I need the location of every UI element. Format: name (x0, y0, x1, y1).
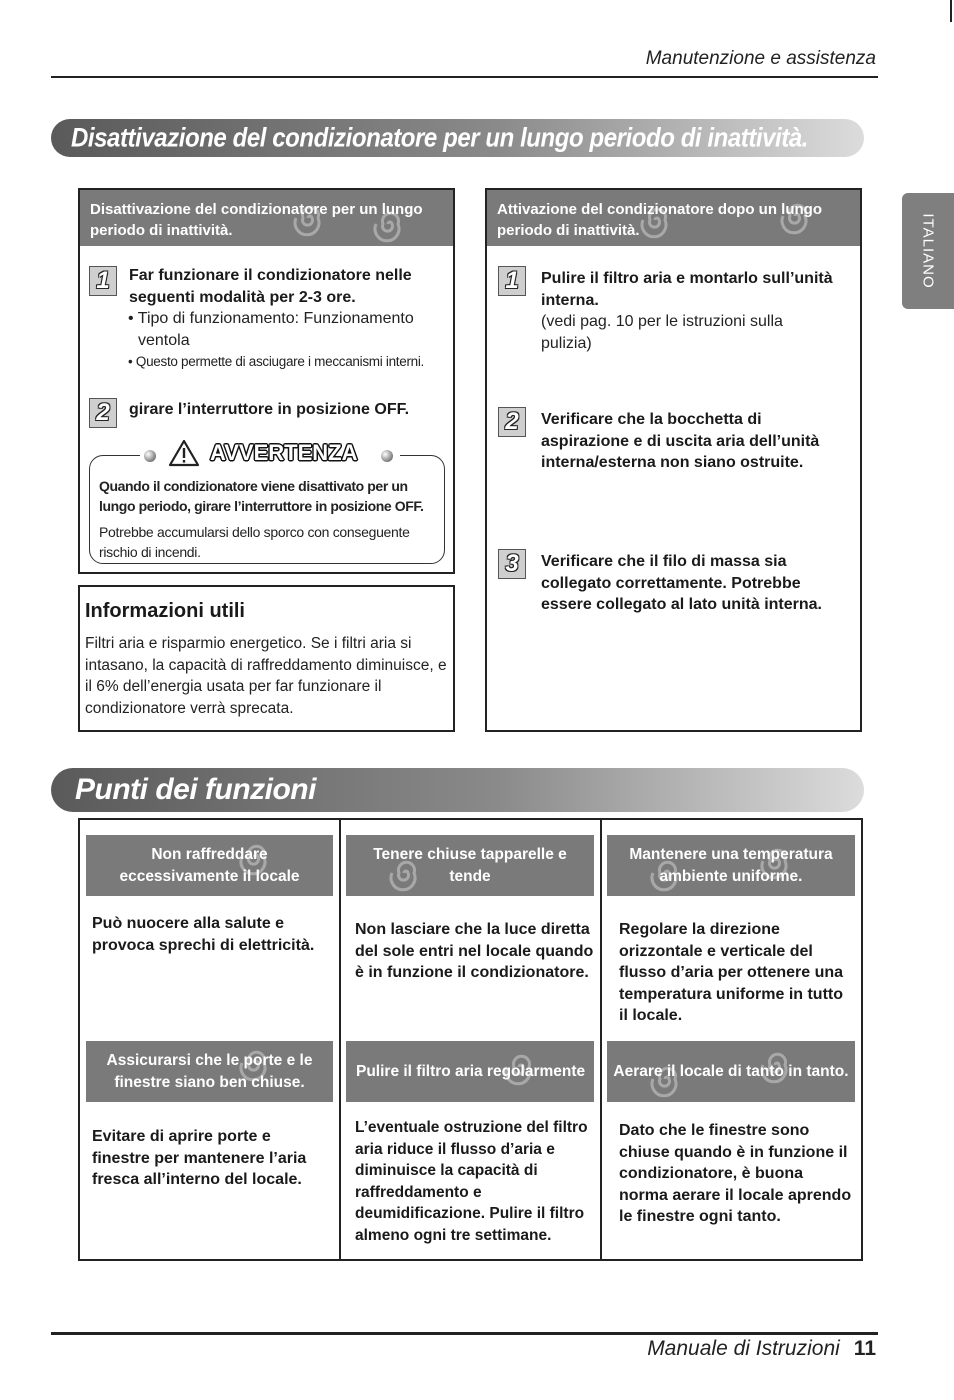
tip-heading-filter (346, 1041, 594, 1102)
tip-heading-cooling (86, 835, 333, 896)
step-number-1: 1 (89, 266, 117, 296)
activation-step1-instruction: Pulire il filtro aria e montarlo sull’unità interna. (541, 270, 833, 309)
tip-heading-text: Aerare il locale di tanto in tanto. (613, 1062, 849, 1080)
tip-heading-text: Assicurarsi che le porte e le finestre siano ben chiuse. (106, 1051, 313, 1091)
info-box-text: Filtri aria e risparmio energetico. Se i filtri aria si intasano, la capacità di raffreddamento diminuisce, e il 6% dell’energia usata per far funzionare il condizionatore verrà sprecata. (85, 635, 447, 717)
warning-triangle-icon (168, 439, 200, 467)
deactivation-box-heading (80, 190, 453, 246)
step1-bullet-mode: • Tipo di funzionamento: Funzionamento ventola (128, 310, 414, 349)
tip-heading-text: Tenere chiuse tapparelle e tende (373, 845, 567, 885)
step-number-2: 2 (89, 398, 117, 428)
tip-text-ventilate: Dato che le finestre sono chiuse quando è in funzione il condizionatore, è buona norma aerare il locale aprendo le finestre ogni tanto. (619, 1122, 852, 1225)
footer-rule (51, 1332, 878, 1335)
tip-text-temperature: Regolare la direzione orizzontale e verticale del flusso d’aria per ottenere una temperatura uniforme in tutto il locale. (619, 921, 844, 1024)
language-label: ITALIANO (919, 213, 937, 289)
section-title-deactivation: Disattivazione del condizionatore per un lungo periodo di inattività. (71, 122, 808, 153)
tip-heading-temperature (607, 835, 855, 896)
tip-text-filter: L’eventuale ostruzione del filtro aria riduce il flusso d’aria e diminuisce la capacità di raffreddamento e deumidificazione. Pulire il filtro almeno ogni tre settimane. (355, 1119, 588, 1244)
section-banner-deactivation (51, 119, 864, 157)
tip-text-doors: Evitare di aprire porte e finestre per mantenere l’aria fresca all’interno del locale. (92, 1128, 307, 1188)
warning-text: Potrebbe accumularsi dello sporco con conseguente rischio di incendi. (99, 524, 410, 560)
footer (647, 1337, 876, 1361)
step-number-3: 3 (498, 549, 526, 579)
info-box-heading: Informazioni utili (85, 600, 245, 622)
language-tab (902, 193, 954, 309)
header-rule (51, 76, 878, 78)
activation-box-heading (487, 190, 860, 246)
tip-heading-blinds (346, 835, 594, 896)
activation-box-heading-text: Attivazione del condizionatore dopo un lungo periodo di inattività. (497, 201, 822, 239)
footer-manual-title: Manuale di Istruzioni (647, 1337, 840, 1360)
crop-mark (950, 0, 952, 22)
tip-heading-text: Non raffreddare eccessivamente il locale (119, 845, 300, 885)
step2-instruction: girare l’interruttore in posizione OFF. (129, 401, 410, 418)
tip-heading-text: Mantenere una temperatura ambiente uniforme. (629, 845, 833, 885)
bullet-dot-icon (144, 450, 156, 462)
tip-heading-ventilate (607, 1041, 855, 1102)
grid-divider (600, 818, 602, 1261)
page-number: 11 (853, 1337, 876, 1360)
header-section-title: Manutenzione e assistenza (645, 48, 876, 69)
activation-step1-note: (vedi pag. 10 per le istruzioni sulla pulizia) (541, 313, 783, 352)
info-box (78, 585, 455, 732)
step-number-2: 2 (498, 407, 526, 437)
activation-step3-instruction: Verificare che il filo di massa sia collegato correttamente. Potrebbe essere collegato al lato unità interna. (541, 553, 822, 613)
section-title-tips: Punti dei funzioni (75, 773, 316, 806)
tip-heading-doors (86, 1041, 333, 1102)
step-number-1: 1 (498, 266, 526, 296)
tip-text-cooling: Può nuocere alla salute e provoca sprechi di elettricità. (92, 915, 315, 954)
tip-text-blinds: Non lasciare che la luce diretta del sole entri nel locale quando è in funzione il condizionatore. (355, 921, 594, 981)
grid-divider (339, 818, 341, 1261)
bullet-dot-icon (381, 450, 393, 462)
tip-heading-text: Pulire il filtro aria regolarmente (356, 1062, 586, 1080)
deactivation-box-heading-text: Disattivazione del condizionatore per un lungo periodo di inattività. (90, 201, 423, 239)
step1-bullet-dry: • Questo permette di asciugare i meccanismi interni. (128, 354, 425, 369)
step1-instruction: Far funzionare il condizionatore nelle seguenti modalità per 2-3 ore. (129, 267, 412, 306)
section-banner-tips (51, 768, 864, 812)
warning-title: AVVERTENZA (210, 440, 358, 465)
activation-step2-instruction: Verificare che la bocchetta di aspirazione e di uscita aria dell’unità interna/esterna non siano ostruite. (541, 411, 820, 471)
warning-bold-text: Quando il condizionatore viene disattivato per un lungo periodo, girare l’interruttore in posizione OFF. (99, 478, 424, 514)
